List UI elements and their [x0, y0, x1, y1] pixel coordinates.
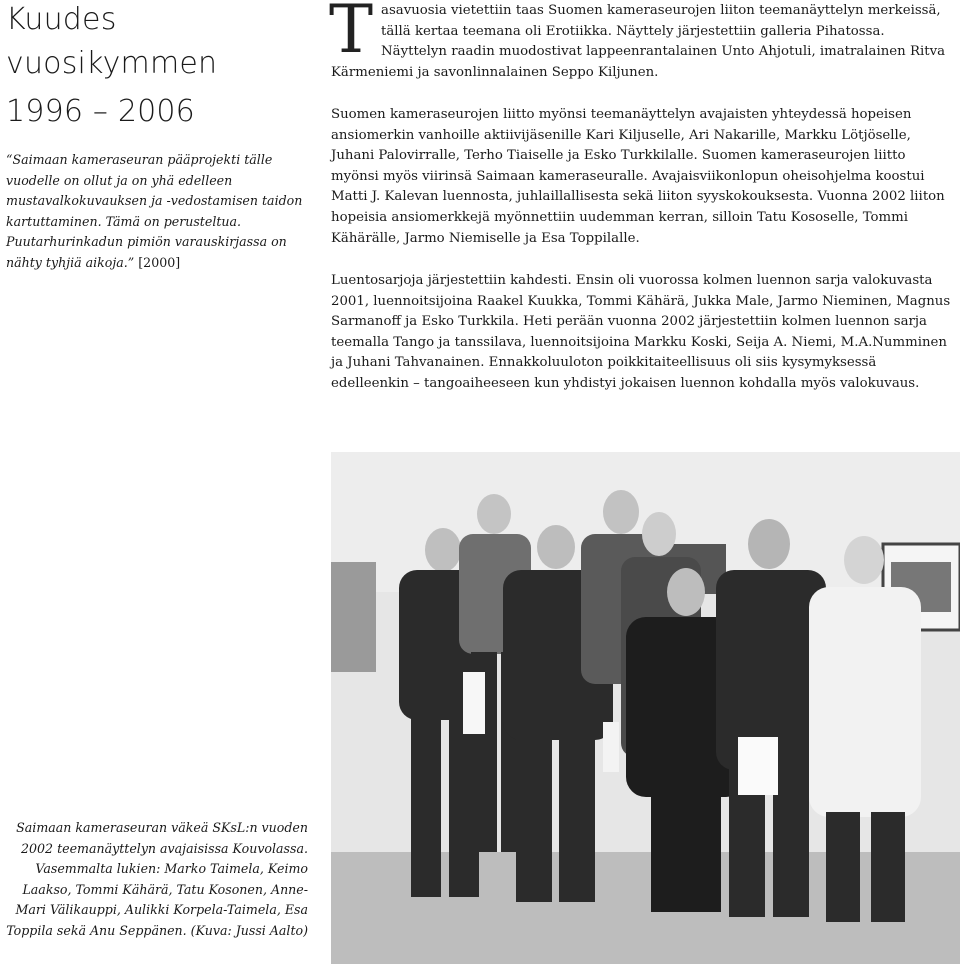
- chapter-title-line-2: vuosikymmen: [6, 46, 218, 81]
- article-paragraph-3: Luentosarjoja järjestettiin kahdesti. Ensin oli vuorossa kolmen luennon sarja valokuvasta 2001, luennoitsijoina Raakel Kuukka, Tommi Kähärä, Jukka Male, Jarmo Nieminen, Magnus Sarmanoff ja Esko Turkkila. Heti perään vuonna 2002 järjestettiin kolmen luennon sarja teemalla Tango ja tanssilava, luennoitsijoina Markku Koski, Seija A. Niemi, M.A.Numminen ja Juhani Tahvanainen. Ennakkoluuloton poikkitaiteellisuus oli siis kysymyksessä edelleenkin – tangoaiheeseen kun yhdistyi jokaisen luennon kohdalla myös valokuvaus.: [331, 273, 951, 391]
- group-photo-icon: [331, 452, 960, 964]
- pull-quote: [6, 150, 306, 274]
- article-paragraph-1: [331, 1, 951, 83]
- chapter-years: 1996 – 2006: [6, 94, 195, 129]
- photo-caption: Saimaan kameraseuran väkeä SKsL:n vuoden 2002 teemanäyttelyn avajaisissa Kouvolassa. Vasemmalta lukien: Marko Taimela, Keimo Laakso, Tommi Kähärä, Tatu Kosonen, Anne-Mari Välikauppi, Aulikki Korpela-Taimela, Esa Toppila sekä Anu Seppänen. (Kuva: Jussi Aalto): [6, 820, 308, 938]
- paragraph-1-text: asavuosia vietettiin taas Suomen kameraseurojen liiton teemanäyttelyn merkeissä, tällä kertaa teemana oli Erotiikka. Näyttely järjestettiin galleria Pihatossa. Näyttelyn raadin muodostivat lappeenrantalainen Unto Ahjotuli, imatralainen Ritva Kärmeniemi ja savonlinnalainen Seppo Kiljunen.: [331, 3, 946, 80]
- group-photo: [331, 452, 960, 964]
- pull-quote-year: [2000]: [138, 254, 181, 270]
- drop-cap: T: [329, 0, 374, 68]
- article-paragraph-2: Suomen kameraseurojen liitto myönsi teemanäyttelyn avajaisten yhteydessä hopeisen ansiomerkin vanhoille aktiivijäsenille Kari Kiljuselle, Ari Nakarille, Markku Lötjöselle, Juhani Palovirralle, Terho Tiaiselle ja Esko Turkkilalle. Suomen kameraseurojen liitto myönsi myös viirinsä Saimaan kameraseuralle. Avajaisviikonlopun oheisohjelma koostui Matti J. Kalevan luennosta, juhlaillallisesta sekä liiton syyskokouksesta. Vuonna 2002 liiton hopeisia ansiomerkkejä myönnettiin uudemman kerran, silloin Tatu Kososelle, Tommi Kähärälle, Jarmo Niemiselle ja Esa Toppilalle.: [331, 107, 945, 246]
- chapter-title-line-1: Kuudes: [6, 2, 117, 37]
- pull-quote-text: “Saimaan kameraseuran pääprojekti tälle vuodelle on ollut ja on yhä edelleen mustavalkokuvauksen ja -vedostamisen taidon kartuttaminen. Tämä on perusteltua. Puutarhurinkadun pimiön varauskirjassa on nähty tyhjiä aikoja.”: [6, 152, 303, 270]
